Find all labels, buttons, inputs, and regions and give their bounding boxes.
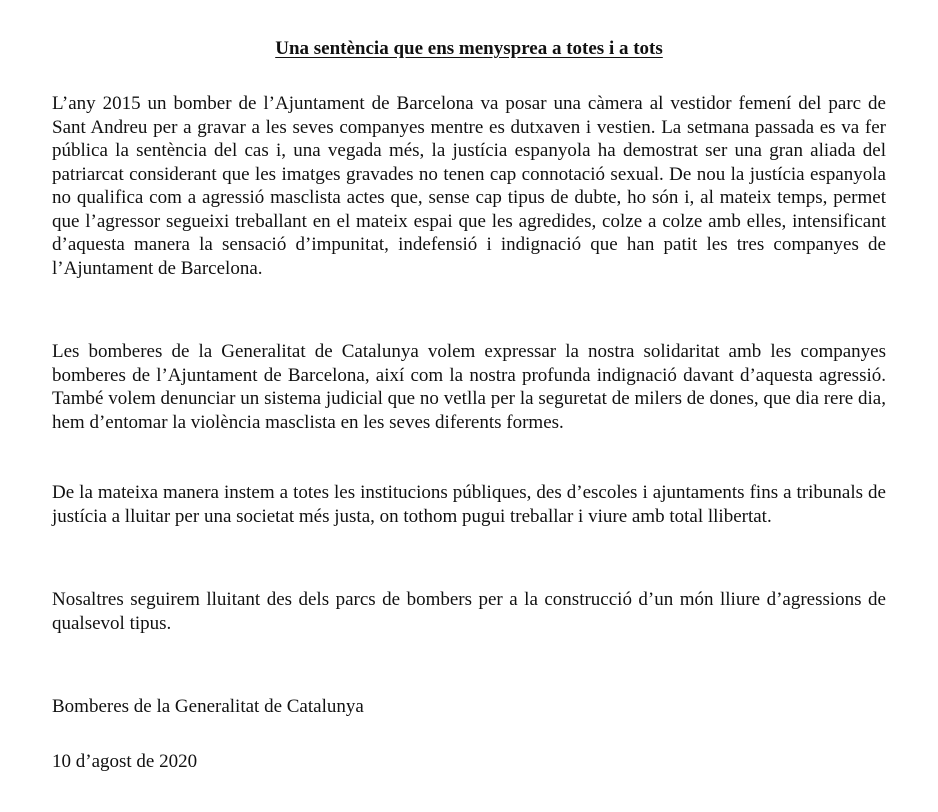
paragraph-solidarity: Les bomberes de la Generalitat de Catalunya volem expressar la nostra solidaritat amb les companyes bomberes de l’Ajuntament de Barcelona, així com la nostra profunda indignació davant d’aquesta agressió. També volem denunciar un sistema judicial que no vetlla per la seguretat de milers de dones, que dia rere dia, hem d’entomar la violència masclista en les seves diferents formes. (52, 341, 886, 433)
document-date: 10 d’agost de 2020 (52, 751, 198, 772)
paragraph-commitment: Nosaltres seguirem lluitant des dels parcs de bombers per a la construcció d’un món lliure d’agressions de qualsevol tipus. (52, 589, 886, 634)
document-title: Una sentència que ens menysprea a totes i a tots (275, 38, 663, 59)
signature: Bomberes de la Generalitat de Catalunya (52, 696, 364, 717)
paragraph-institutions: De la mateixa manera instem a totes les institucions públiques, des d’escoles i ajuntaments fins a tribunals de justícia a lluitar per una societat més justa, on tothom pugui treballar i viure amb total llibertat. (52, 482, 886, 527)
paragraph-incident: L’any 2015 un bomber de l’Ajuntament de Barcelona va posar una càmera al vestidor femení del parc de Sant Andreu per a gravar a les seves companyes mentre es dutxaven i vestien. La setmana passada es va fer pública la sentència del cas i, una vegada més, la justícia espanyola ha demostrat ser una gran aliada del patriarcat considerant que les imatges gravades no tenen cap connotació sexual. De nou la justícia espanyola no qualifica com a agressió masclista actes que, sense cap tipus de dubte, ho són i, al mateix temps, permet que l’agressor segueixi treballant en el mateix espai que les agredides, colze a colze amb elles, intensificant d’aquesta manera la sensació d’impunitat, indefensió i indignació que han patit les tres companyes de l’Ajuntament de Barcelona. (52, 93, 886, 279)
